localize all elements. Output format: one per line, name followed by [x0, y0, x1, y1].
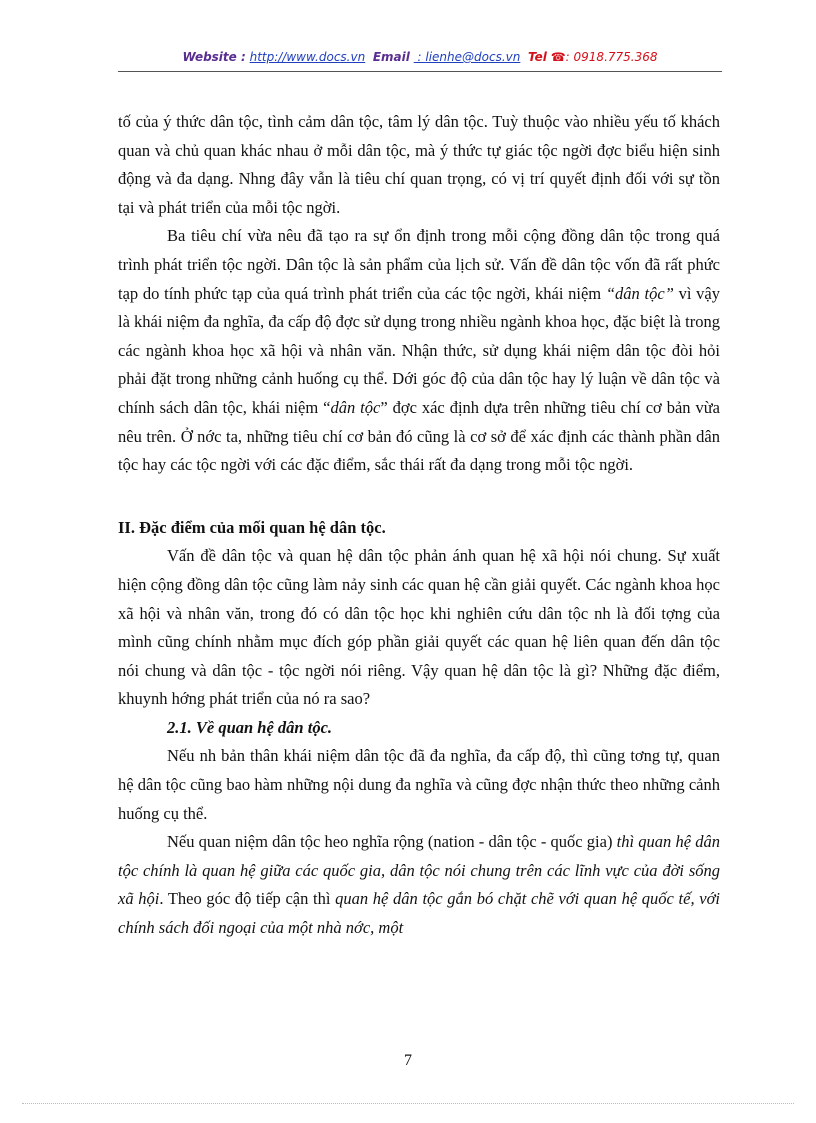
- website-label: Website :: [182, 50, 246, 64]
- tel-value: : 0918.775.368: [565, 50, 658, 64]
- phone-icon: ☎: [550, 50, 566, 64]
- term-dan-toc: “dân tộc”: [605, 283, 674, 303]
- paragraph-5: Nếu quan niệm dân tộc heo nghĩa rộng (nation - dân tộc - quốc gia) thì quan hệ dân tộc chính là quan hệ giữa các quốc gia, dân tộc nói chung trên các lĩnh vực của đời sống xã hội. Theo góc độ tiếp cận thì quan hệ dân tộc gắn bó chặt chẽ với quan hệ quốc tế, với chính sách đối ngoại của một nhà nớc, một: [118, 832, 720, 938]
- paragraph-4: Nếu nh bản thân khái niệm dân tộc đã đa nghĩa, đa cấp độ, thì cũng tơng tự, quan hệ dân tộc cũng bao hàm những nội dung đa nghĩa và cũng đợc nhận thức theo những cảnh huống cụ thể.: [118, 746, 720, 823]
- page-header: [120, 50, 720, 64]
- page-number: 7: [404, 1052, 412, 1069]
- header-divider: [118, 71, 722, 72]
- email-label: Email: [372, 50, 410, 64]
- paragraph-1: tố của ý thức dân tộc, tình cảm dân tộc, tâm lý dân tộc. Tuỳ thuộc vào nhiều yếu tố khách quan và chủ quan khác nhau ở mỗi dân tộc, mà ý thức tự giác tộc ngời đợc biểu hiện sinh động và đa dạng. Nhng đây vẫn là tiêu chí quan trọng, có vị trí quyết định đối với sự tồn tại và phát triển của mỗi tộc ngời.: [118, 112, 720, 217]
- sub-heading: 2.1. Về quan hệ dân tộc.: [167, 717, 333, 737]
- page-bottom-border: [22, 1103, 794, 1104]
- term-dan-toc-2: dân tộc: [330, 397, 381, 417]
- document-body: [118, 108, 720, 943]
- tel-label: Tel ☎: 0918.775.368: [528, 50, 658, 64]
- paragraph-2: Ba tiêu chí vừa nêu đã tạo ra sự ổn định trong mỗi cộng đồng dân tộc trong quá trình phát triển tộc ngời. Dân tộc là sản phẩm của lịch sử. Vấn đề dân tộc vốn đã rất phức tạp do tính phức tạp của quá trình phát triển của các tộc ngời, khái niệm “dân tộc” vì vậy là khái niệm đa nghĩa, đa cấp độ đợc sử dụng trong nhiều ngành khoa học, đặc biệt là trong các ngành khoa học xã hội và nhân văn. Nhận thức, sử dụng khái niệm dân tộc đòi hỏi phải đặt trong những cảnh huống cụ thể. Dới góc độ của dân tộc hay lý luận về dân tộc và chính sách dân tộc, khái niệm “dân tộc” đợc xác định dựa trên những tiêu chí cơ bản vừa nêu trên. Ở nớc ta, những tiêu chí cơ bản đó cũng là cơ sở để xác định các thành phần dân tộc hay các tộc ngời với các đặc điểm, sắc thái rất đa dạng trong mỗi tộc ngời.: [118, 226, 720, 475]
- website-link[interactable]: http://www.docs.vn: [249, 50, 366, 64]
- email-link[interactable]: : lienhe@docs.vn: [413, 50, 521, 64]
- section-heading: II. Đặc điểm của mối quan hệ dân tộc.: [118, 517, 386, 537]
- paragraph-3: Vấn đề dân tộc và quan hệ dân tộc phản ánh quan hệ xã hội nói chung. Sự xuất hiện cộng đồng dân tộc cũng làm nảy sinh các quan hệ cần giải quyết. Các ngành khoa học xã hội và nhân văn, trong đó có dân tộc học khi nghiên cứu dân tộc nh là đối tợng của mình cũng chính nhằm mục đích góp phần giải quyết các quan hệ liên quan đến dân tộc nói chung và dân tộc - tộc ngời nói riêng. Vậy quan hệ dân tộc là gì? Những đặc điểm, khuynh hớng phát triển của nó ra sao?: [118, 546, 720, 709]
